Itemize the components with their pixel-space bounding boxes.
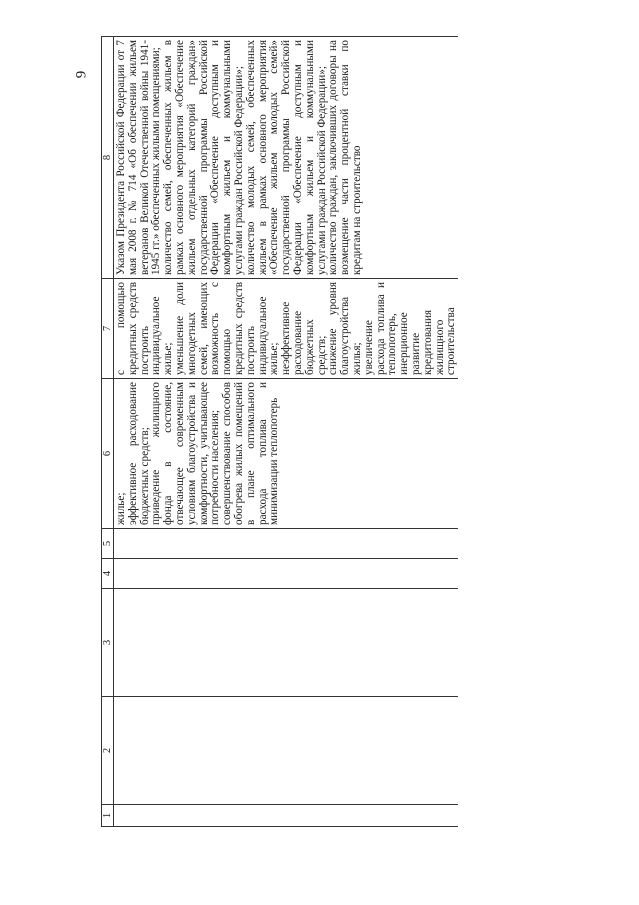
column-number: 2 xyxy=(102,697,114,805)
column-number-row xyxy=(102,37,114,827)
table-cell-col6 xyxy=(114,379,459,529)
table-cell-col4 xyxy=(114,559,459,589)
column-number: 5 xyxy=(102,529,114,559)
table-cell-col8 xyxy=(114,37,459,279)
expected-results-text: жилье; эффективное расходование бюджетных средств; приведение жилищного фонда в состояние, отвечающее современным условиям благоустройства и комфортности, учитывающее потребности населения; совершенствование способов обогрева жилых помещений в плане оптимального расхода топлива и минимизации теплопотерь xyxy=(115,382,281,525)
page-number: 9 xyxy=(73,70,90,79)
table-row xyxy=(114,37,459,827)
column-number: 8 xyxy=(102,37,114,279)
column-number: 4 xyxy=(102,559,114,589)
risks-text: с помощью кредитных средств построить индивидуальное жилье; уменьшение доли многодетных семей, имеющих возможность с помощью кредитных средств построить индивидуальное жилье; неэффективное расходование бюджетных средств; снижение уровня благоустройства жилья; увеличение расхода топлива и теплопотерь, инерционное развитие кредитования жилищного строительства xyxy=(115,282,458,375)
indicators-text: Указом Президента Российской Федерации от 7 мая 2008 г. № 714 «Об обеспечении жильем ветеранов Великой Отечественной войны 1941-1945 гг.» обеспеченных жилыми помещениями; количество семей, обеспеченных жильем в рамках основного мероприятия «Обеспечение жильем отдельных категорий граждан» государственной программы Российской Федерации «Обеспечение доступным и комфортным жильем и коммунальными услугами граждан Российской Федерации»; количество молодых семей, обеспеченных жильем в рамках основного мероприятия «Обеспечение жильем молодых семей» государственной программы Российской Федерации «Обеспечение доступным и комфортным жильем и коммунальными услугами граждан Российской Федерации»; количество граждан, заключивших договоры на возмещение части процентной ставки по кредитам на строительство xyxy=(115,40,363,275)
table-cell-col2 xyxy=(114,697,459,805)
table-cell-col5 xyxy=(114,529,459,559)
table-cell-col7 xyxy=(114,279,459,379)
rotated-table-sheet xyxy=(101,37,458,827)
column-number: 3 xyxy=(102,589,114,697)
column-number: 6 xyxy=(102,379,114,529)
column-number: 1 xyxy=(102,805,114,827)
column-number: 7 xyxy=(102,279,114,379)
table-cell-col1 xyxy=(114,805,459,827)
table-cell-col3 xyxy=(114,589,459,697)
program-table xyxy=(101,36,458,827)
